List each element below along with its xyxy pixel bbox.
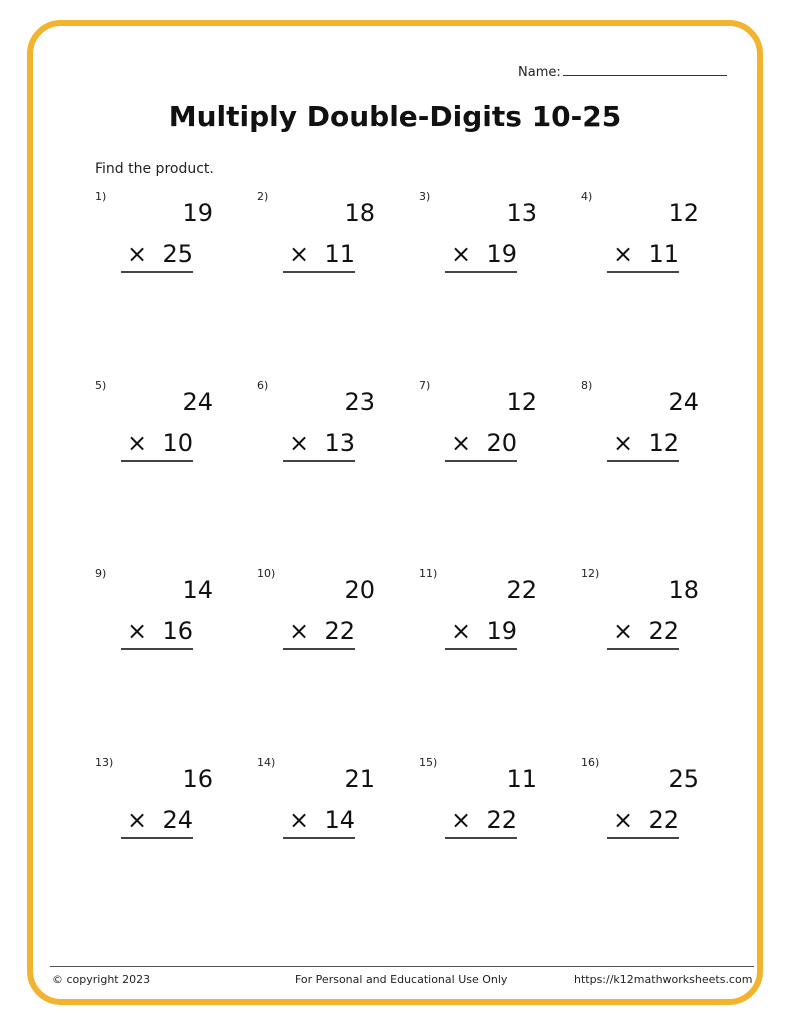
multiplicand: 22	[506, 576, 537, 604]
footer-copyright: © copyright 2023	[52, 973, 151, 986]
multiplier: 11	[324, 240, 355, 268]
problem-15	[419, 756, 539, 846]
problem-2	[257, 190, 377, 280]
problem-number: 7)	[419, 379, 431, 392]
multiplicand: 18	[668, 576, 699, 604]
problem-number: 13)	[95, 756, 114, 769]
multiplicand: 11	[506, 765, 537, 793]
problem-number: 6)	[257, 379, 269, 392]
answer-line[interactable]	[283, 837, 355, 839]
problem-8	[581, 379, 701, 469]
problem-12	[581, 567, 701, 657]
multiplier: 19	[486, 617, 517, 645]
multiplier: 22	[648, 617, 679, 645]
problem-5	[95, 379, 215, 469]
multiplier-row	[607, 806, 679, 834]
answer-line[interactable]	[445, 460, 517, 462]
answer-line[interactable]	[607, 460, 679, 462]
multiplier-row	[607, 617, 679, 645]
multiplier: 25	[162, 240, 193, 268]
multiplicand: 19	[182, 199, 213, 227]
instructions: Find the product.	[95, 161, 214, 177]
answer-line[interactable]	[445, 648, 517, 650]
multiplier: 11	[648, 240, 679, 268]
problem-number: 12)	[581, 567, 600, 580]
multiplier: 22	[648, 806, 679, 834]
multiplier-row	[121, 617, 193, 645]
problem-number: 4)	[581, 190, 593, 203]
multiplicand: 25	[668, 765, 699, 793]
multiplier: 24	[162, 806, 193, 834]
footer-url: https://k12mathworksheets.com	[574, 973, 753, 986]
multiplier-row	[121, 429, 193, 457]
multiply-sign: ×	[451, 240, 472, 268]
problem-9	[95, 567, 215, 657]
multiplicand: 12	[668, 199, 699, 227]
footer-usage-note: For Personal and Educational Use Only	[295, 973, 508, 986]
multiplicand: 24	[182, 388, 213, 416]
problem-number: 5)	[95, 379, 107, 392]
multiplier: 14	[324, 806, 355, 834]
problem-number: 10)	[257, 567, 276, 580]
answer-line[interactable]	[121, 837, 193, 839]
multiply-sign: ×	[451, 429, 472, 457]
answer-line[interactable]	[121, 460, 193, 462]
multiplicand: 14	[182, 576, 213, 604]
multiplier-row	[445, 617, 517, 645]
answer-line[interactable]	[283, 271, 355, 273]
multiplier: 10	[162, 429, 193, 457]
multiply-sign: ×	[613, 240, 634, 268]
problem-3	[419, 190, 539, 280]
name-blank-line[interactable]	[563, 63, 727, 76]
answer-line[interactable]	[283, 460, 355, 462]
worksheet-title: Multiply Double-Digits 10-25	[168, 100, 622, 133]
problem-number: 1)	[95, 190, 107, 203]
multiplier: 16	[162, 617, 193, 645]
multiplicand: 20	[344, 576, 375, 604]
problem-4	[581, 190, 701, 280]
multiplicand: 13	[506, 199, 537, 227]
multiplier: 12	[648, 429, 679, 457]
multiplier-row	[445, 429, 517, 457]
problem-number: 2)	[257, 190, 269, 203]
multiplier-row	[283, 617, 355, 645]
multiply-sign: ×	[127, 240, 148, 268]
problem-14	[257, 756, 377, 846]
multiply-sign: ×	[127, 806, 148, 834]
multiplicand: 23	[344, 388, 375, 416]
name-label: Name:	[518, 65, 561, 80]
problem-number: 15)	[419, 756, 438, 769]
multiply-sign: ×	[613, 429, 634, 457]
multiplier-row	[445, 240, 517, 268]
multiplier: 13	[324, 429, 355, 457]
multiplier-row	[445, 806, 517, 834]
answer-line[interactable]	[445, 271, 517, 273]
problem-number: 9)	[95, 567, 107, 580]
footer-divider	[50, 966, 754, 967]
problem-number: 11)	[419, 567, 438, 580]
problem-6	[257, 379, 377, 469]
problem-10	[257, 567, 377, 657]
problem-number: 14)	[257, 756, 276, 769]
answer-line[interactable]	[121, 648, 193, 650]
answer-line[interactable]	[607, 271, 679, 273]
multiplier: 20	[486, 429, 517, 457]
multiplicand: 16	[182, 765, 213, 793]
multiplicand: 12	[506, 388, 537, 416]
multiplier-row	[283, 240, 355, 268]
problem-7	[419, 379, 539, 469]
multiplier-row	[283, 429, 355, 457]
multiply-sign: ×	[613, 617, 634, 645]
multiplier-row	[607, 240, 679, 268]
answer-line[interactable]	[121, 271, 193, 273]
problem-number: 8)	[581, 379, 593, 392]
answer-line[interactable]	[607, 648, 679, 650]
multiply-sign: ×	[127, 617, 148, 645]
multiplicand: 21	[344, 765, 375, 793]
multiplier-row	[121, 240, 193, 268]
problem-16	[581, 756, 701, 846]
multiplicand: 24	[668, 388, 699, 416]
problem-number: 3)	[419, 190, 431, 203]
multiply-sign: ×	[289, 806, 310, 834]
multiply-sign: ×	[127, 429, 148, 457]
multiply-sign: ×	[289, 429, 310, 457]
answer-line[interactable]	[607, 837, 679, 839]
problem-11	[419, 567, 539, 657]
multiply-sign: ×	[289, 617, 310, 645]
multiply-sign: ×	[613, 806, 634, 834]
problem-1	[95, 190, 215, 280]
multiplier-row	[121, 806, 193, 834]
problem-number: 16)	[581, 756, 600, 769]
multiplier-row	[283, 806, 355, 834]
multiplicand: 18	[344, 199, 375, 227]
multiply-sign: ×	[289, 240, 310, 268]
name-field-row	[518, 63, 727, 80]
multiply-sign: ×	[451, 806, 472, 834]
problem-13	[95, 756, 215, 846]
answer-line[interactable]	[283, 648, 355, 650]
multiplier-row	[607, 429, 679, 457]
answer-line[interactable]	[445, 837, 517, 839]
multiplier: 22	[486, 806, 517, 834]
multiplier: 19	[486, 240, 517, 268]
multiply-sign: ×	[451, 617, 472, 645]
multiplier: 22	[324, 617, 355, 645]
